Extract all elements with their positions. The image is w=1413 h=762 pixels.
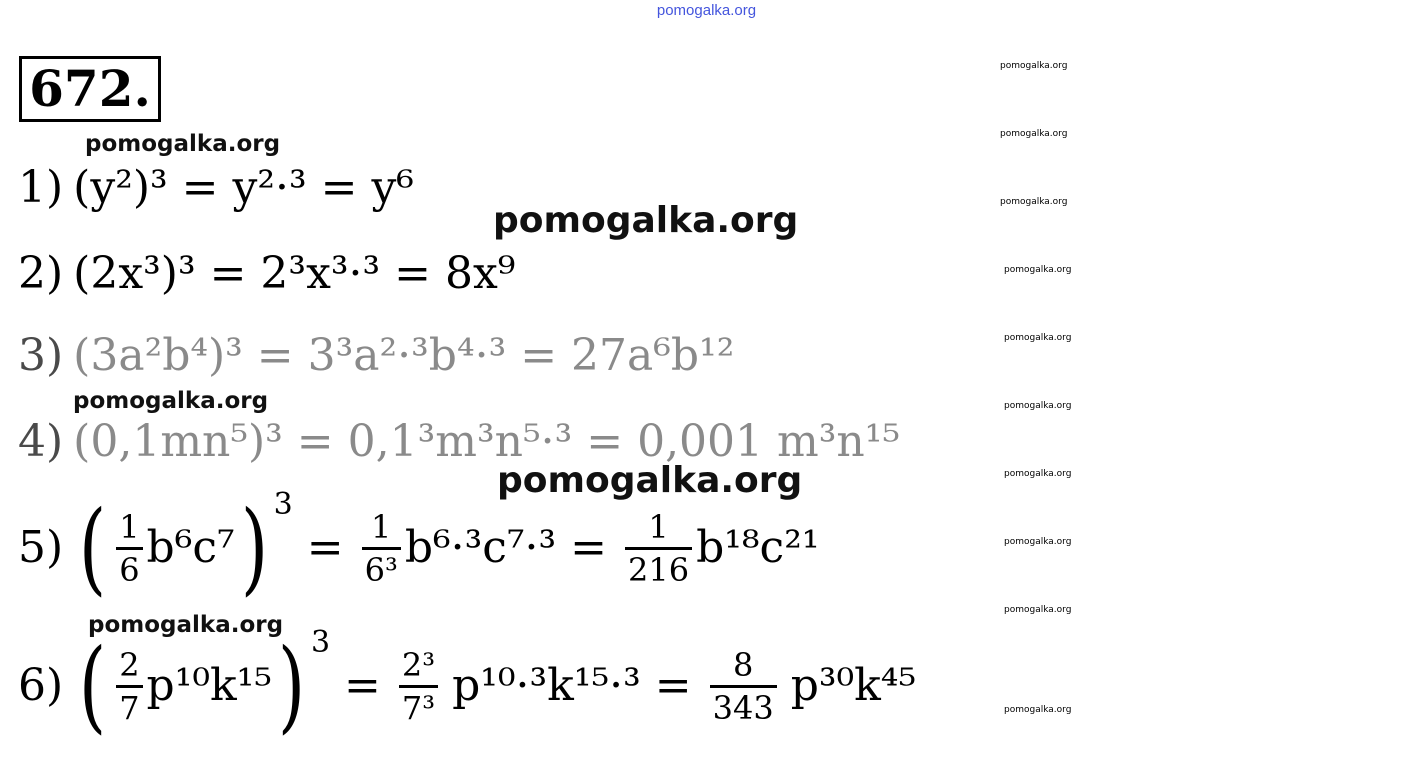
line-number: 4) (18, 416, 64, 467)
solution-line-3 (18, 330, 735, 381)
watermark-small: pomogalka.org (1004, 537, 1072, 547)
fraction-bar (399, 685, 438, 688)
watermark: pomogalka.org (88, 612, 284, 638)
fraction (116, 645, 142, 727)
fraction-numerator: 1 (648, 507, 669, 546)
watermark-small: pomogalka.org (1004, 265, 1072, 275)
open-paren: ( (79, 489, 107, 606)
close-paren: ) (277, 627, 306, 744)
fraction-bar (116, 685, 142, 688)
outer-exponent: 3 (273, 487, 293, 522)
line-number: 5) (18, 522, 64, 573)
line-number: 6) (18, 660, 64, 711)
equals-sign: = (654, 660, 692, 711)
line-number: 1) (18, 162, 64, 213)
solution-line-1 (18, 162, 414, 213)
watermark-small: pomogalka.org (1004, 333, 1072, 343)
equals-sign: = (306, 522, 344, 573)
fraction-numerator: 1 (119, 507, 140, 546)
math-expression: (y²)³ = y²·³ = y⁶ (73, 162, 414, 213)
fraction-denominator: 7 (119, 688, 140, 727)
fraction-numerator: 8 (732, 645, 754, 684)
result-term: b¹⁸c²¹ (696, 522, 820, 573)
close-paren: ) (240, 489, 268, 606)
fraction-denominator: 7³ (401, 688, 436, 727)
inner-term: b⁶c⁷ (146, 522, 235, 573)
header-watermark: pomogalka.org (656, 2, 757, 19)
fraction-bar (362, 547, 401, 550)
watermark-small: pomogalka.org (1000, 197, 1068, 207)
watermark-small: pomogalka.org (1004, 401, 1072, 411)
watermark-small: pomogalka.org (1000, 129, 1068, 139)
middle-term: p¹⁰·³k¹⁵·³ (452, 660, 641, 711)
fraction-denominator: 6³ (364, 550, 398, 589)
result-term: p³⁰k⁴⁵ (790, 660, 917, 711)
watermark-small: pomogalka.org (1000, 61, 1068, 71)
fraction (362, 507, 401, 589)
math-expression: (2x³)³ = 2³x³·³ = 8x⁹ (73, 248, 516, 299)
watermark: pomogalka.org (73, 388, 269, 414)
fraction-bar (710, 685, 777, 688)
math-expression: (3a²b⁴)³ = 3³a²·³b⁴·³ = 27a⁶b¹² (73, 330, 735, 381)
watermark-small: pomogalka.org (1004, 705, 1072, 715)
fraction-numerator: 2 (119, 645, 140, 684)
solution-line-4 (18, 416, 900, 467)
fraction-denominator: 6 (119, 550, 140, 589)
watermark: pomogalka.org (497, 460, 803, 501)
fraction-bar (625, 547, 692, 550)
fraction (625, 507, 692, 589)
math-expression (73, 487, 820, 606)
math-expression: (0,1mn⁵)³ = 0,1³m³n⁵·³ = 0,001 m³n¹⁵ (73, 416, 900, 467)
middle-term: b⁶·³c⁷·³ (404, 522, 557, 573)
fraction-numerator: 1 (371, 507, 392, 546)
solution-line-2 (18, 248, 516, 299)
outer-exponent: 3 (310, 625, 331, 660)
fraction (116, 507, 142, 589)
watermark: pomogalka.org (85, 131, 281, 157)
equals-sign: = (344, 660, 381, 711)
fraction-denominator: 343 (712, 688, 774, 727)
inner-term: p¹⁰k¹⁵ (146, 660, 272, 711)
open-paren: ( (79, 627, 107, 744)
fraction (399, 645, 438, 727)
fraction-numerator: 2³ (401, 645, 436, 684)
fraction (710, 645, 777, 727)
watermark-small: pomogalka.org (1004, 469, 1072, 479)
fraction-denominator: 216 (628, 550, 690, 589)
watermark-small: pomogalka.org (1004, 605, 1072, 615)
fraction-bar (116, 547, 142, 550)
equals-sign: = (570, 522, 608, 573)
solution-line-5 (18, 487, 820, 606)
line-number: 2) (18, 248, 64, 299)
problem-number: 672. (19, 56, 161, 122)
line-number: 3) (18, 330, 64, 381)
watermark: pomogalka.org (493, 200, 799, 241)
